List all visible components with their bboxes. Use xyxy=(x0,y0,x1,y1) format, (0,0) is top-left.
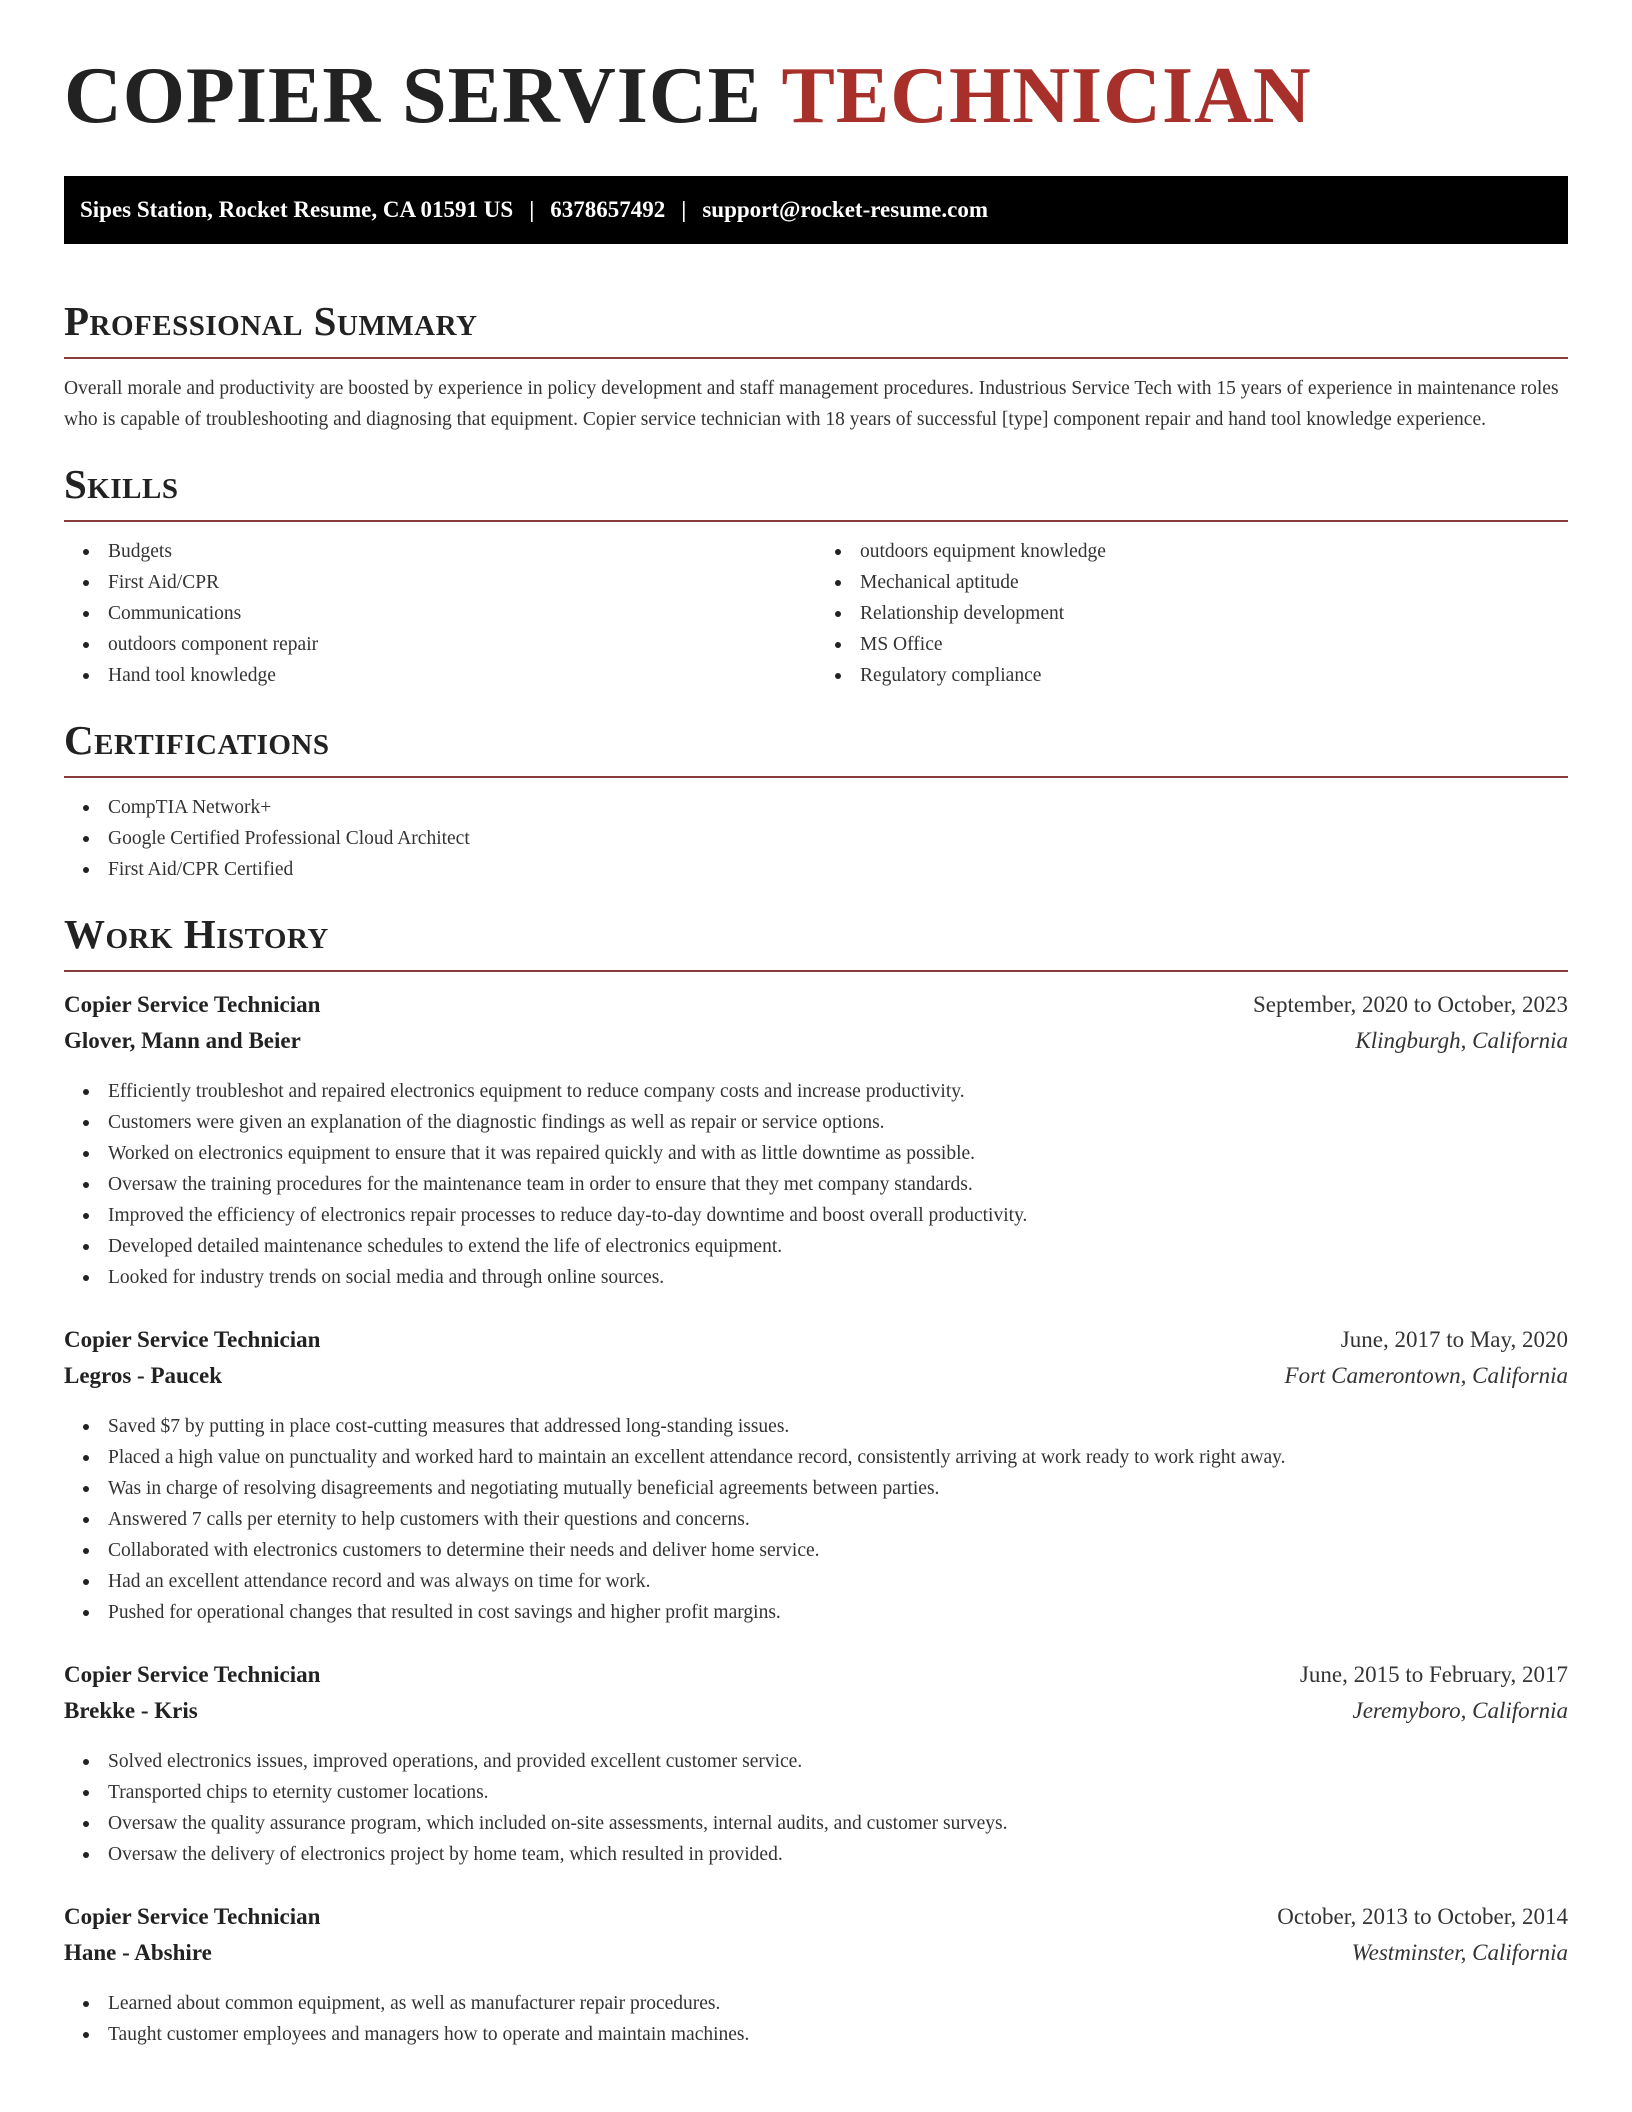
section-title-summary: Professional Summary xyxy=(64,298,478,344)
job-bullets xyxy=(64,1988,1568,2050)
job-entry xyxy=(64,1327,1568,1628)
job-dates: October, 2013 to October, 2014 xyxy=(1277,1904,1568,1930)
skills-right-list xyxy=(816,536,1568,691)
contact-separator: | xyxy=(681,197,687,222)
contact-separator: | xyxy=(529,197,535,222)
skill-item: Relationship development xyxy=(860,598,1568,629)
job-bullet: Oversaw the quality assurance program, which included on-site assessments, internal audits, and customer surveys. xyxy=(108,1808,1568,1839)
job-bullet: Improved the efficiency of electronics repair processes to reduce day-to-day downtime and boost overall productivity. xyxy=(108,1200,1568,1231)
job-entry xyxy=(64,1904,1568,2050)
certification-item: First Aid/CPR Certified xyxy=(108,854,1568,885)
job-company: Brekke - Kris xyxy=(64,1698,198,1724)
job-company: Glover, Mann and Beier xyxy=(64,1028,301,1054)
job-bullet: Saved $7 by putting in place cost-cutting measures that addressed long-standing issues. xyxy=(108,1411,1568,1442)
job-title: Copier Service Technician xyxy=(64,1327,321,1353)
skill-item: Communications xyxy=(108,598,816,629)
section-divider xyxy=(64,520,1568,522)
job-company: Legros - Paucek xyxy=(64,1363,223,1389)
job-header-row xyxy=(64,1662,1568,1698)
job-location: Fort Camerontown, California xyxy=(1284,1363,1568,1389)
certifications-section xyxy=(64,719,1568,885)
job-bullet: Was in charge of resolving disagreements and negotiating mutually beneficial agreements between parties. xyxy=(108,1473,1568,1504)
job-bullet: Answered 7 calls per eternity to help customers with their questions and concerns. xyxy=(108,1504,1568,1535)
section-title-certifications: Certifications xyxy=(64,717,330,764)
job-header-row xyxy=(64,992,1568,1028)
section-divider xyxy=(64,970,1568,972)
job-bullets xyxy=(64,1746,1568,1870)
certification-item: CompTIA Network+ xyxy=(108,792,1568,823)
name-last: TECHNICIAN xyxy=(781,52,1312,140)
job-bullet: Developed detailed maintenance schedules to extend the life of electronics equipment. xyxy=(108,1231,1568,1262)
job-entry xyxy=(64,1662,1568,1870)
job-dates: September, 2020 to October, 2023 xyxy=(1253,992,1568,1018)
job-bullet: Had an excellent attendance record and was always on time for work. xyxy=(108,1566,1568,1597)
job-entry xyxy=(64,992,1568,1293)
job-bullet: Transported chips to eternity customer locations. xyxy=(108,1777,1568,1808)
job-location: Jeremyboro, California xyxy=(1352,1698,1568,1724)
contact-phone: 6378657492 xyxy=(550,197,666,222)
job-title: Copier Service Technician xyxy=(64,1662,321,1688)
section-title-skills: Skills xyxy=(64,461,179,508)
job-company: Hane - Abshire xyxy=(64,1940,212,1966)
job-header-row xyxy=(64,1904,1568,1940)
job-bullet: Learned about common equipment, as well as manufacturer repair procedures. xyxy=(108,1988,1568,2019)
job-title: Copier Service Technician xyxy=(64,1904,321,1930)
name-first: COPIER SERVICE xyxy=(64,52,762,140)
contact-email: support@rocket-resume.com xyxy=(702,197,988,222)
skills-left-list xyxy=(64,536,816,691)
candidate-name xyxy=(64,0,1568,140)
job-location: Westminster, California xyxy=(1351,1940,1568,1966)
skills-columns xyxy=(64,536,1568,691)
contact-address: Sipes Station, Rocket Resume, CA 01591 US xyxy=(80,197,514,222)
job-bullet: Customers were given an explanation of the diagnostic findings as well as repair or service options. xyxy=(108,1107,1568,1138)
skill-item: outdoors equipment knowledge xyxy=(860,536,1568,567)
skill-item: outdoors component repair xyxy=(108,629,816,660)
job-bullet: Placed a high value on punctuality and worked hard to maintain an excellent attendance record, consistently arriving at work ready to work right away. xyxy=(108,1442,1568,1473)
job-bullet: Looked for industry trends on social media and through online sources. xyxy=(108,1262,1568,1293)
job-dates: June, 2015 to February, 2017 xyxy=(1299,1662,1568,1688)
skill-item: Regulatory compliance xyxy=(860,660,1568,691)
job-bullet: Worked on electronics equipment to ensure that it was repaired quickly and with as little downtime as possible. xyxy=(108,1138,1568,1169)
job-bullet: Taught customer employees and managers how to operate and maintain machines. xyxy=(108,2019,1568,2050)
work-history-section xyxy=(64,913,1568,2050)
job-bullets xyxy=(64,1411,1568,1628)
certifications-list xyxy=(64,792,1568,885)
job-title: Copier Service Technician xyxy=(64,992,321,1018)
job-bullet: Oversaw the training procedures for the maintenance team in order to ensure that they met company standards. xyxy=(108,1169,1568,1200)
job-subheader-row xyxy=(64,1940,1568,1976)
skill-item: First Aid/CPR xyxy=(108,567,816,598)
certification-item: Google Certified Professional Cloud Architect xyxy=(108,823,1568,854)
job-dates: June, 2017 to May, 2020 xyxy=(1340,1327,1568,1353)
skill-item: Hand tool knowledge xyxy=(108,660,816,691)
contact-bar xyxy=(64,176,1568,244)
job-bullet: Efficiently troubleshot and repaired electronics equipment to reduce company costs and increase productivity. xyxy=(108,1076,1568,1107)
section-title-work-history: Work History xyxy=(64,911,329,958)
job-bullet: Collaborated with electronics customers to determine their needs and deliver home service. xyxy=(108,1535,1568,1566)
skill-item: Mechanical aptitude xyxy=(860,567,1568,598)
skills-section xyxy=(64,463,1568,691)
job-bullet: Oversaw the delivery of electronics project by home team, which resulted in provided. xyxy=(108,1839,1568,1870)
job-subheader-row xyxy=(64,1028,1568,1064)
job-subheader-row xyxy=(64,1363,1568,1399)
job-header-row xyxy=(64,1327,1568,1363)
summary-section xyxy=(64,300,1568,435)
job-bullet: Pushed for operational changes that resulted in cost savings and higher profit margins. xyxy=(108,1597,1568,1628)
job-bullets xyxy=(64,1076,1568,1293)
skill-item: MS Office xyxy=(860,629,1568,660)
summary-text: Overall morale and productivity are boosted by experience in policy development and staff management procedures. Industrious Service Tech with 15 years of experience in maintenance roles who is capable of troubleshooting and diagnosing that equipment. Copier service technician with 18 years of successful [type] component repair and hand tool knowledge experience. xyxy=(64,378,1559,431)
job-bullet: Solved electronics issues, improved operations, and provided excellent customer service. xyxy=(108,1746,1568,1777)
section-divider xyxy=(64,776,1568,778)
job-location: Klingburgh, California xyxy=(1355,1028,1568,1054)
section-divider xyxy=(64,357,1568,359)
job-subheader-row xyxy=(64,1698,1568,1734)
skill-item: Budgets xyxy=(108,536,816,567)
